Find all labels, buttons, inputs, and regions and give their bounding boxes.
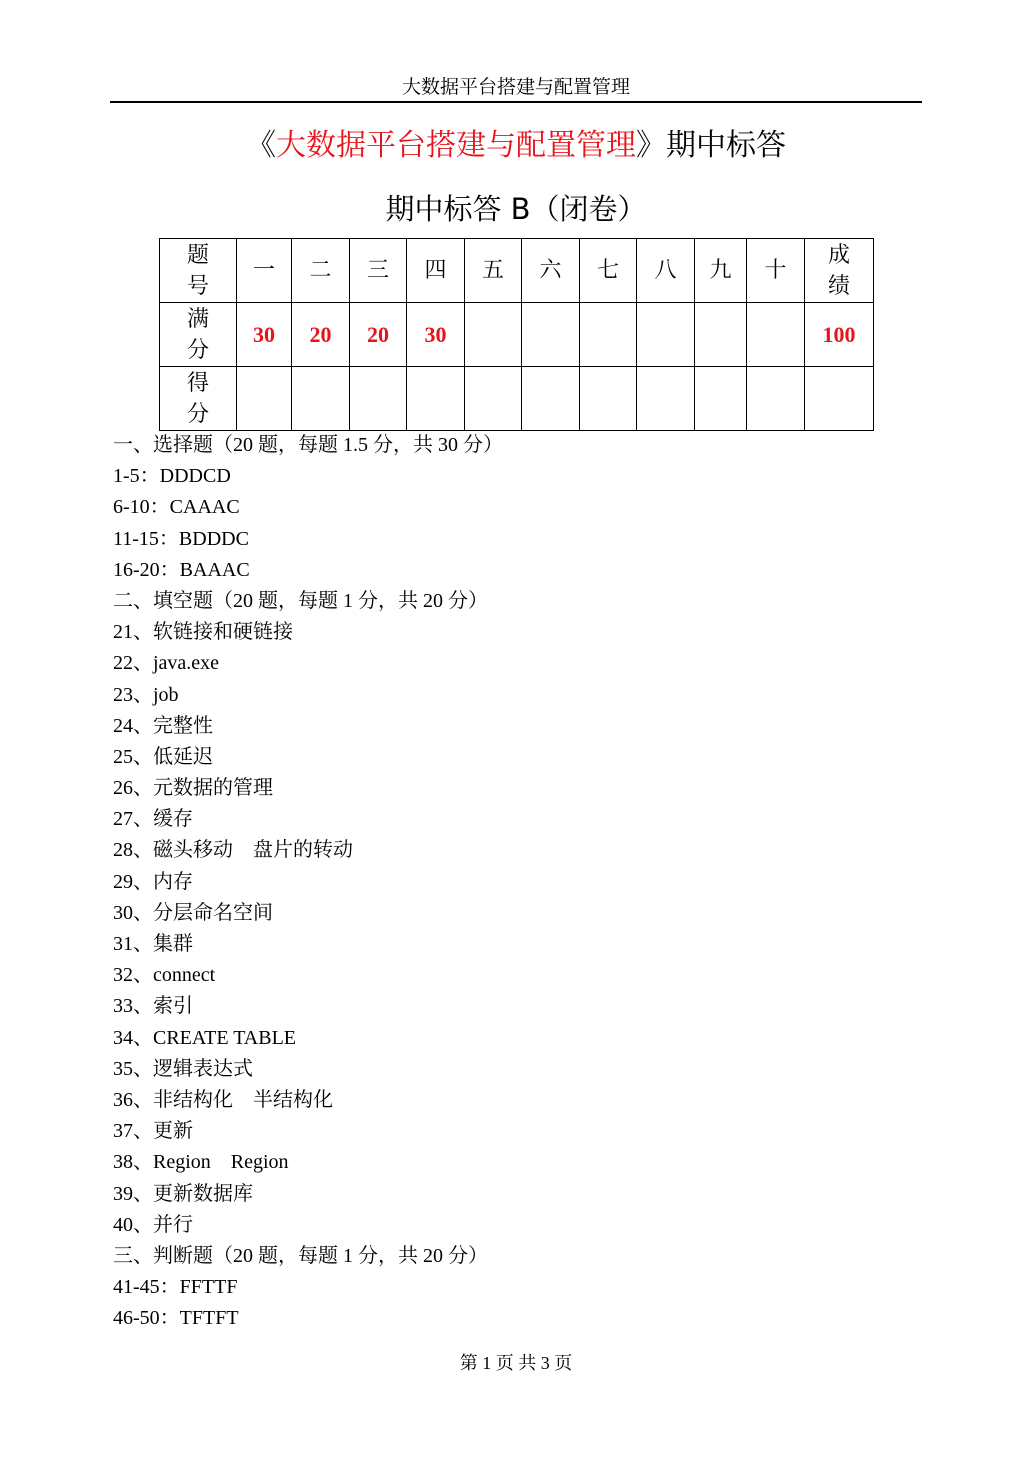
answer-line: 40、并行 [113, 1213, 193, 1236]
page-footer: 第 1 页 共 3 页 [459, 1353, 573, 1373]
document-title [110, 124, 922, 168]
answer-line: 22、java.exe [113, 652, 220, 675]
answer-line: 38、Region Region [113, 1151, 289, 1174]
header-rule [110, 101, 922, 103]
full-score-cell: 20 [292, 303, 350, 367]
title-close-bracket: 》 [636, 128, 666, 163]
score-cell [637, 367, 695, 431]
answer-list [113, 430, 913, 1334]
score-cell [580, 367, 637, 431]
score-total-cell [805, 367, 874, 431]
answer-line: 一、选择题（20 题，每题 1.5 分，共 30 分） [113, 434, 503, 456]
answer-line: 36、非结构化 半结构化 [113, 1088, 333, 1111]
answer-line: 41-45：FFTTF [113, 1276, 238, 1299]
column-header: 六 [522, 239, 580, 303]
column-header: 五 [465, 239, 522, 303]
answer-line: 11-15：BDDDC [113, 527, 249, 550]
row-label-question-no: 题号 [160, 239, 237, 303]
answer-line: 24、完整性 [113, 714, 213, 737]
score-cell [695, 367, 747, 431]
column-header-total: 成绩 [805, 239, 874, 303]
score-cell [465, 367, 522, 431]
answer-line: 28、磁头移动 盘片的转动 [113, 839, 353, 862]
answer-line: 16-20：BAAAC [113, 558, 250, 581]
answer-line: 25、低延迟 [113, 745, 213, 768]
answer-line: 32、connect [113, 964, 216, 987]
column-header: 七 [580, 239, 637, 303]
answer-line: 27、缓存 [113, 808, 193, 831]
answer-line: 30、分层命名空间 [113, 901, 273, 924]
score-cell [747, 367, 805, 431]
full-score-cell: 30 [237, 303, 292, 367]
full-score-cell: 30 [407, 303, 465, 367]
answer-line: 31、集群 [113, 933, 193, 955]
score-table-full-score-row [160, 303, 874, 367]
column-header: 十 [747, 239, 805, 303]
answer-line: 26、元数据的管理 [113, 777, 273, 800]
answer-line: 46-50：TFTFT [113, 1307, 239, 1330]
score-cell [407, 367, 465, 431]
full-score-cell [580, 303, 637, 367]
score-cell [522, 367, 580, 431]
full-score-total-cell: 100 [805, 303, 874, 367]
full-score-cell [465, 303, 522, 367]
answer-line: 三、判断题（20 题，每题 1 分，共 20 分） [113, 1244, 488, 1267]
title-course-name: 大数据平台搭建与配置管理 [276, 128, 636, 163]
title-open-bracket: 《 [246, 128, 276, 163]
column-header: 二 [292, 239, 350, 303]
answer-line: 39、更新数据库 [113, 1182, 253, 1205]
full-score-cell: 20 [350, 303, 407, 367]
answer-line: 23、job [113, 683, 179, 706]
score-table-header-row [160, 239, 874, 303]
score-cell [292, 367, 350, 431]
answer-line: 6-10：CAAAC [113, 496, 240, 519]
full-score-cell [637, 303, 695, 367]
score-table-score-row [160, 367, 874, 431]
full-score-cell [747, 303, 805, 367]
document-subtitle: 期中标答 B（闭卷） [385, 192, 647, 226]
answer-line: 33、索引 [113, 995, 193, 1018]
title-suffix: 期中标答 [666, 128, 786, 163]
column-header: 八 [637, 239, 695, 303]
score-cell [350, 367, 407, 431]
row-label-full-score: 满分 [160, 303, 237, 367]
score-table [159, 238, 874, 431]
running-header: 大数据平台搭建与配置管理 [401, 76, 630, 98]
row-label-score: 得分 [160, 367, 237, 431]
score-cell [237, 367, 292, 431]
full-score-cell [695, 303, 747, 367]
answer-line: 29、内存 [113, 870, 193, 893]
answer-line: 21、软链接和硬链接 [113, 621, 293, 644]
column-header: 九 [695, 239, 747, 303]
column-header: 三 [350, 239, 407, 303]
column-header: 四 [407, 239, 465, 303]
answer-line: 34、CREATE TABLE [113, 1026, 297, 1049]
column-header: 一 [237, 239, 292, 303]
full-score-cell [522, 303, 580, 367]
answer-line: 37、更新 [113, 1120, 193, 1143]
answer-line: 二、填空题（20 题，每题 1 分，共 20 分） [113, 589, 488, 612]
answer-line: 35、逻辑表达式 [113, 1057, 253, 1080]
answer-line: 1-5：DDDCD [113, 465, 231, 488]
